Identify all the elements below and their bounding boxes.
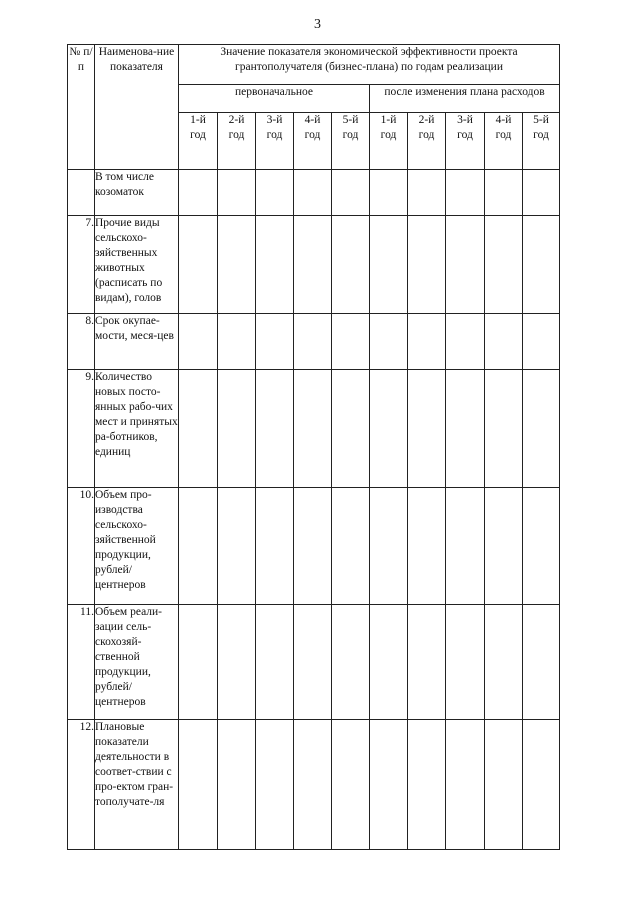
row-number: 12. bbox=[68, 720, 95, 850]
row-indicator-name: В том числе козоматок bbox=[95, 170, 179, 216]
row-indicator-name: Объем про-изводства сельскохо-зяйственной продукции, рублей/ центнеров bbox=[95, 488, 179, 605]
page-number: 3 bbox=[314, 17, 321, 32]
year-header: 1-й год bbox=[370, 113, 408, 170]
year-header: 3-й год bbox=[446, 113, 485, 170]
table-row bbox=[68, 488, 560, 605]
row-indicator-name: Прочие виды сельскохо-зяйственных животных (расписать по видам), голов bbox=[95, 216, 179, 314]
year-header: 4-й год bbox=[294, 113, 332, 170]
table-row bbox=[68, 314, 560, 370]
row-indicator-name: Плановые показатели деятельности в соответ-ствии с про-ектом гран-тополучате-ля bbox=[95, 720, 179, 850]
table-row bbox=[68, 720, 560, 850]
table-row bbox=[68, 216, 560, 314]
row-number bbox=[68, 170, 95, 216]
efficiency-indicators-table bbox=[67, 44, 560, 850]
row-indicator-name: Срок окупае-мости, меся-цев bbox=[95, 314, 179, 370]
header-indicator-value: Значение показателя экономической эффективности проекта грантополучателя (бизнес-плана) по годам реализации bbox=[179, 45, 560, 85]
table-row bbox=[68, 170, 560, 216]
header-number: № п/п bbox=[68, 45, 95, 170]
year-header: 5-й год bbox=[523, 113, 560, 170]
year-header: 1-й год bbox=[179, 113, 218, 170]
row-number: 7. bbox=[68, 216, 95, 314]
row-number: 11. bbox=[68, 605, 95, 720]
header-initial: первоначальное bbox=[179, 85, 370, 113]
year-header: 2-й год bbox=[218, 113, 256, 170]
year-header: 2-й год bbox=[408, 113, 446, 170]
year-header: 4-й год bbox=[485, 113, 523, 170]
row-number: 10. bbox=[68, 488, 95, 605]
row-number: 8. bbox=[68, 314, 95, 370]
row-indicator-name: Объем реали-зации сель-скохозяй-ственной продукции, рублей/ центнеров bbox=[95, 605, 179, 720]
table-row bbox=[68, 605, 560, 720]
table-row bbox=[68, 370, 560, 488]
header-after-change: после изменения плана расходов bbox=[370, 85, 560, 113]
header-indicator-name: Наименова-ние показателя bbox=[95, 45, 179, 170]
row-number: 9. bbox=[68, 370, 95, 488]
year-header: 5-й год bbox=[332, 113, 370, 170]
year-header: 3-й год bbox=[256, 113, 294, 170]
row-indicator-name: Количество новых посто-янных рабо-чих мест и принятых ра-ботников, единиц bbox=[95, 370, 179, 488]
